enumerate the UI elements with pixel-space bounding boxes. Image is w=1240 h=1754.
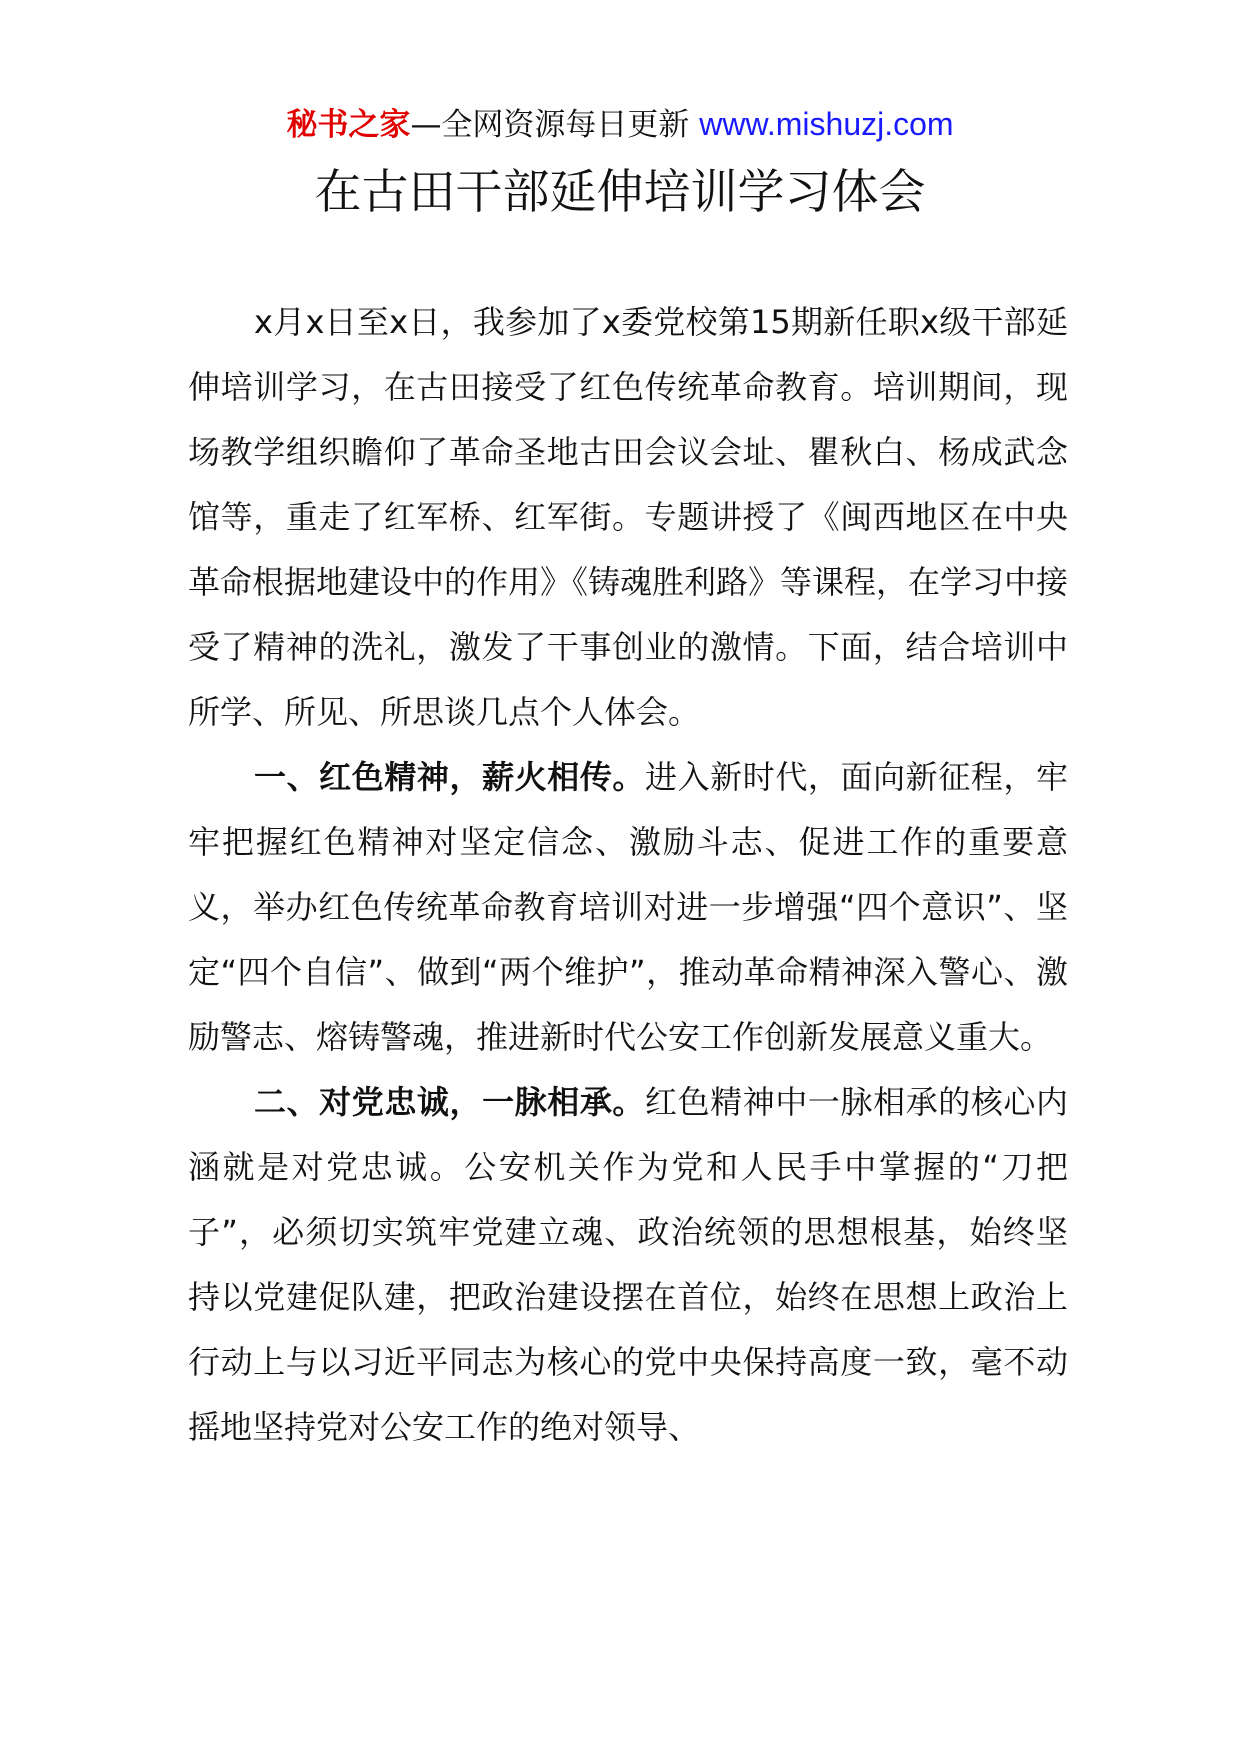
paragraph-text: 进入新时代，面向新征程，牢牢把握红色精神对坚定信念、激励斗志、促进工作的重要意义，举办红色传统革命教育培训对进一步增强“四个意识”、坚定“四个自信”、做到“两个维护”，推动革命精神深入警心、激励警志、熔铸警魂，推进新时代公安工作创新发展意义重大。 (188, 758, 1068, 1056)
header-tagline: —全网资源每日更新 (410, 107, 700, 143)
site-url-link[interactable]: www.mishuzj.com (699, 106, 954, 142)
paragraph-text: x月x日至x日，我参加了x委党校第15期新任职x级干部延伸培训学习，在古田接受了红色传统革命教育。培训期间，现场教学组织瞻仰了革命圣地古田会议会址、瞿秋白、杨成武念馆等，重走了红军桥、红军街。专题讲授了《闽西地区在中央革命根据地建设中的作用》《铸魂胜利路》等课程，在学习中接受了精神的洗礼，激发了干事创业的激情。下面，结合培训中所学、所见、所思谈几点个人体会。 (188, 303, 1069, 731)
paragraph-section-2 (188, 1070, 1068, 1460)
paragraph-text: 红色精神中一脉相承的核心内涵就是对党忠诚。公安机关作为党和人民手中掌握的“刀把子”，必须切实筑牢党建立魂、政治统领的思想根基，始终坚持以党建促队建，把政治建设摆在首位，始终在思想上政治上行动上与以习近平同志为核心的党中央保持高度一致，毫不动摇地坚持党对公安工作的绝对领导、 (188, 1083, 1068, 1446)
paragraph-section-1 (188, 745, 1068, 1070)
site-header (0, 102, 1240, 147)
paragraph-lead: 一、红色精神，薪火相传。 (254, 758, 645, 796)
document-title: 在古田干部延伸培训学习体会 (314, 165, 926, 220)
paragraph-lead: 二、对党忠诚，一脉相承。 (254, 1083, 645, 1121)
brand-name: 秘书之家 (286, 107, 411, 143)
document-body (188, 290, 1068, 1460)
paragraph-intro (188, 290, 1068, 745)
